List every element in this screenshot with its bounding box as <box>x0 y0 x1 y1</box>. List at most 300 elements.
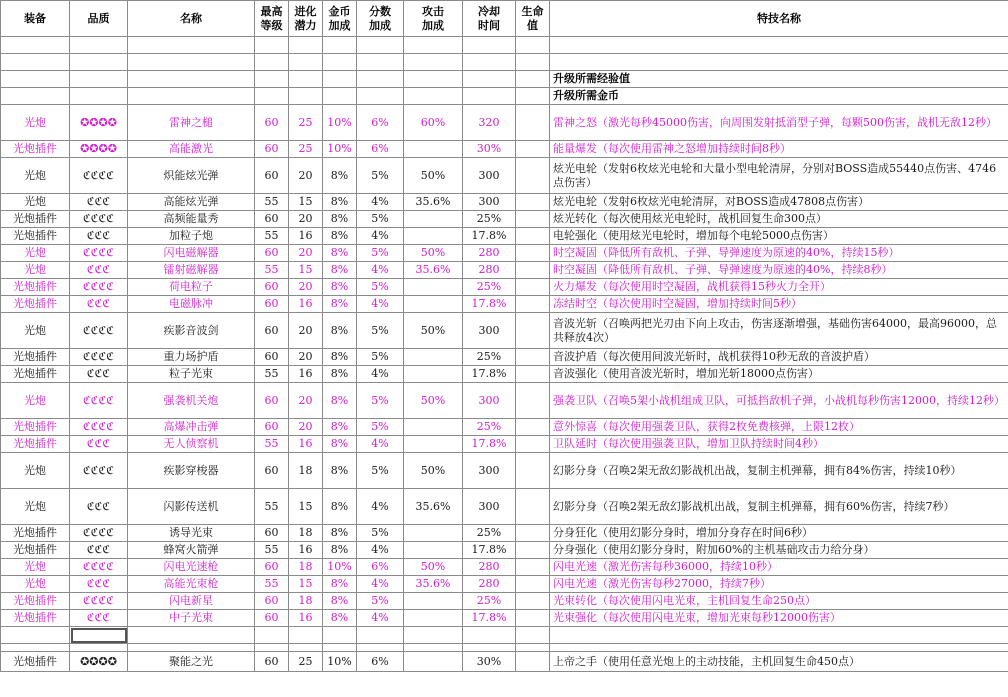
header-attack[interactable] <box>404 1 463 37</box>
name-cell[interactable]: 高能激光 <box>128 141 255 158</box>
max-level-cell[interactable]: 55 <box>255 576 289 593</box>
attack-bonus-cell[interactable] <box>404 610 463 627</box>
equip-cell[interactable]: 光炮 <box>1 313 70 349</box>
life-cell[interactable] <box>516 453 550 489</box>
score-bonus-cell[interactable]: 4% <box>357 576 404 593</box>
header-life[interactable] <box>516 1 550 37</box>
attack-bonus-cell[interactable]: 50% <box>404 158 463 194</box>
skill-cell[interactable]: 能量爆发（每次使用雷神之怒增加持续时间8秒） <box>550 141 1008 158</box>
empty-cell[interactable] <box>463 627 516 644</box>
empty-cell[interactable] <box>404 627 463 644</box>
name-cell[interactable]: 重力场护盾 <box>128 349 255 366</box>
max-level-cell[interactable]: 55 <box>255 542 289 559</box>
cooldown-cell[interactable]: 25% <box>463 279 516 296</box>
cooldown-cell[interactable]: 300 <box>463 313 516 349</box>
score-bonus-cell[interactable]: 5% <box>357 211 404 228</box>
gold-bonus-cell[interactable]: 8% <box>323 262 357 279</box>
score-bonus-cell[interactable]: 4% <box>357 542 404 559</box>
evolve-cell[interactable]: 16 <box>289 228 323 245</box>
skill-cell[interactable]: 分身狂化（使用幻影分身时，增加分身存在时间6秒） <box>550 525 1008 542</box>
life-cell[interactable] <box>516 610 550 627</box>
quality-cell[interactable]: ℭℭℭ <box>70 489 128 525</box>
gold-bonus-cell[interactable]: 10% <box>323 105 357 141</box>
quality-cell[interactable]: ℭℭℭ <box>70 366 128 383</box>
gold-bonus-cell[interactable]: 8% <box>323 419 357 436</box>
cooldown-cell[interactable]: 25% <box>463 593 516 610</box>
life-cell[interactable] <box>516 419 550 436</box>
name-cell[interactable]: 高频能量秀 <box>128 211 255 228</box>
attack-bonus-cell[interactable] <box>404 525 463 542</box>
skill-cell[interactable]: 炫光电轮（发射6枚炫光电轮和大量小型电轮清屏，分别对BOSS造成55440点伤害、4746点伤害） <box>550 158 1008 194</box>
quality-cell[interactable]: ℭℭℭ <box>70 262 128 279</box>
cooldown-cell[interactable]: 280 <box>463 576 516 593</box>
gold-bonus-cell[interactable]: 8% <box>323 296 357 313</box>
empty-cell[interactable] <box>128 627 255 644</box>
attack-bonus-cell[interactable]: 50% <box>404 453 463 489</box>
name-cell[interactable]: 闪电磁解器 <box>128 245 255 262</box>
equip-cell[interactable]: 光炮 <box>1 158 70 194</box>
max-level-cell[interactable]: 55 <box>255 262 289 279</box>
gold-bonus-cell[interactable]: 8% <box>323 366 357 383</box>
equip-cell[interactable]: 光炮 <box>1 559 70 576</box>
equip-cell[interactable]: 光炮插件 <box>1 419 70 436</box>
score-bonus-cell[interactable]: 4% <box>357 489 404 525</box>
evolve-cell[interactable]: 15 <box>289 262 323 279</box>
quality-cell[interactable]: ℭℭℭ <box>70 576 128 593</box>
attack-bonus-cell[interactable] <box>404 228 463 245</box>
score-bonus-cell[interactable]: 4% <box>357 436 404 453</box>
max-level-cell[interactable]: 60 <box>255 141 289 158</box>
empty-cell[interactable] <box>70 644 128 652</box>
max-level-cell[interactable]: 55 <box>255 489 289 525</box>
empty-cell[interactable] <box>128 644 255 652</box>
max-level-cell[interactable]: 60 <box>255 349 289 366</box>
skill-cell[interactable]: 意外惊喜（每次使用强袭卫队，获得2枚免费核弹，上限12枚） <box>550 419 1008 436</box>
evolve-cell[interactable]: 20 <box>289 158 323 194</box>
header-evolve[interactable] <box>289 1 323 37</box>
equip-cell[interactable]: 光炮插件 <box>1 141 70 158</box>
max-level-cell[interactable]: 55 <box>255 228 289 245</box>
name-cell[interactable]: 聚能之光 <box>128 652 255 672</box>
evolve-cell[interactable]: 15 <box>289 576 323 593</box>
cooldown-cell[interactable]: 320 <box>463 105 516 141</box>
quality-cell[interactable]: ℭℭℭℭ <box>70 525 128 542</box>
empty-cell[interactable] <box>357 627 404 644</box>
name-cell[interactable]: 蜂窝火箭弹 <box>128 542 255 559</box>
quality-cell[interactable]: ℭℭℭℭ <box>70 279 128 296</box>
skill-cell[interactable]: 分身强化（使用幻影分身时，附加60%的主机基础攻击力给分身） <box>550 542 1008 559</box>
empty-cell[interactable] <box>404 644 463 652</box>
evolve-cell[interactable]: 16 <box>289 296 323 313</box>
empty-cell[interactable] <box>323 644 357 652</box>
evolve-cell[interactable]: 18 <box>289 525 323 542</box>
equip-cell[interactable]: 光炮插件 <box>1 542 70 559</box>
gold-bonus-cell[interactable]: 8% <box>323 610 357 627</box>
empty-cell[interactable] <box>1 627 70 644</box>
evolve-cell[interactable]: 20 <box>289 349 323 366</box>
equip-cell[interactable]: 光炮插件 <box>1 593 70 610</box>
quality-cell[interactable]: ℭℭℭℭ <box>70 383 128 419</box>
max-level-cell[interactable]: 60 <box>255 158 289 194</box>
life-cell[interactable] <box>516 245 550 262</box>
quality-cell[interactable]: ✪✪✪✪ <box>70 652 128 672</box>
skill-cell[interactable]: 火力爆发（每次使用时空凝固，战机获得15秒火力全开） <box>550 279 1008 296</box>
quality-cell[interactable]: ℭℭℭ <box>70 436 128 453</box>
equip-cell[interactable]: 光炮插件 <box>1 211 70 228</box>
score-bonus-cell[interactable]: 4% <box>357 228 404 245</box>
gold-bonus-cell[interactable]: 10% <box>323 652 357 672</box>
score-bonus-cell[interactable]: 5% <box>357 383 404 419</box>
equip-cell[interactable]: 光炮插件 <box>1 610 70 627</box>
gold-bonus-cell[interactable]: 8% <box>323 349 357 366</box>
max-level-cell[interactable]: 60 <box>255 211 289 228</box>
max-level-cell[interactable]: 55 <box>255 436 289 453</box>
gold-bonus-cell[interactable]: 8% <box>323 576 357 593</box>
attack-bonus-cell[interactable]: 50% <box>404 383 463 419</box>
evolve-cell[interactable]: 18 <box>289 559 323 576</box>
attack-bonus-cell[interactable] <box>404 652 463 672</box>
skill-cell[interactable]: 炫光转化（每次使用炫光电轮时，战机回复生命300点） <box>550 211 1008 228</box>
max-level-cell[interactable]: 60 <box>255 593 289 610</box>
empty-cell[interactable] <box>550 644 1008 652</box>
equip-cell[interactable]: 光炮插件 <box>1 349 70 366</box>
quality-cell[interactable]: ℭℭℭℭ <box>70 313 128 349</box>
skill-cell[interactable]: 时空凝固（降低所有敌机、子弹、导弹速度为原速的40%，持续8秒） <box>550 262 1008 279</box>
life-cell[interactable] <box>516 559 550 576</box>
score-bonus-cell[interactable]: 4% <box>357 296 404 313</box>
header-equip[interactable]: 装备 <box>1 1 70 37</box>
life-cell[interactable] <box>516 262 550 279</box>
empty-cell[interactable] <box>255 644 289 652</box>
name-cell[interactable]: 强袭机关炮 <box>128 383 255 419</box>
life-cell[interactable] <box>516 349 550 366</box>
life-cell[interactable] <box>516 141 550 158</box>
equip-cell[interactable]: 光炮插件 <box>1 525 70 542</box>
skill-cell[interactable]: 闪电光速（激光伤害每秒27000，持续7秒） <box>550 576 1008 593</box>
attack-bonus-cell[interactable]: 35.6% <box>404 489 463 525</box>
skill-cell[interactable]: 强袭卫队（召唤5架小战机组成卫队，可抵挡敌机子弹，小战机每秒伤害12000，持续12秒） <box>550 383 1008 419</box>
gold-bonus-cell[interactable]: 8% <box>323 383 357 419</box>
evolve-cell[interactable]: 20 <box>289 245 323 262</box>
equip-cell[interactable]: 光炮 <box>1 194 70 211</box>
life-cell[interactable] <box>516 576 550 593</box>
quality-cell[interactable]: ℭℭℭℭ <box>70 349 128 366</box>
life-cell[interactable] <box>516 383 550 419</box>
max-level-cell[interactable]: 60 <box>255 559 289 576</box>
max-level-cell[interactable]: 60 <box>255 525 289 542</box>
equip-cell[interactable]: 光炮 <box>1 383 70 419</box>
attack-bonus-cell[interactable]: 35.6% <box>404 262 463 279</box>
attack-bonus-cell[interactable]: 60% <box>404 105 463 141</box>
header-quality[interactable]: 品质 <box>70 1 128 37</box>
evolve-cell[interactable]: 15 <box>289 194 323 211</box>
score-bonus-cell[interactable]: 4% <box>357 262 404 279</box>
cooldown-cell[interactable]: 300 <box>463 158 516 194</box>
empty-cell[interactable] <box>1 644 70 652</box>
gold-bonus-cell[interactable]: 10% <box>323 559 357 576</box>
quality-cell[interactable]: ℭℭℭℭ <box>70 453 128 489</box>
skill-cell[interactable]: 炫光电轮（发射6枚炫光电轮清屏，对BOSS造成47808点伤害） <box>550 194 1008 211</box>
gold-bonus-cell[interactable]: 8% <box>323 593 357 610</box>
gold-bonus-cell[interactable]: 8% <box>323 525 357 542</box>
name-cell[interactable]: 中子光束 <box>128 610 255 627</box>
equip-cell[interactable]: 光炮 <box>1 262 70 279</box>
life-cell[interactable] <box>516 279 550 296</box>
life-cell[interactable] <box>516 366 550 383</box>
cooldown-cell[interactable]: 280 <box>463 245 516 262</box>
max-level-cell[interactable]: 55 <box>255 366 289 383</box>
equip-cell[interactable]: 光炮 <box>1 453 70 489</box>
empty-cell[interactable] <box>550 627 1008 644</box>
attack-bonus-cell[interactable] <box>404 593 463 610</box>
name-cell[interactable]: 高能炫光弹 <box>128 194 255 211</box>
max-level-cell[interactable]: 60 <box>255 610 289 627</box>
score-bonus-cell[interactable]: 5% <box>357 158 404 194</box>
name-cell[interactable]: 电磁脉冲 <box>128 296 255 313</box>
score-bonus-cell[interactable]: 5% <box>357 245 404 262</box>
header-score[interactable] <box>357 1 404 37</box>
evolve-cell[interactable]: 18 <box>289 593 323 610</box>
empty-cell[interactable] <box>289 644 323 652</box>
name-cell[interactable]: 疾影穿梭器 <box>128 453 255 489</box>
gold-bonus-cell[interactable]: 8% <box>323 279 357 296</box>
evolve-cell[interactable]: 20 <box>289 383 323 419</box>
max-level-cell[interactable]: 60 <box>255 279 289 296</box>
evolve-cell[interactable]: 25 <box>289 105 323 141</box>
attack-bonus-cell[interactable] <box>404 279 463 296</box>
attack-bonus-cell[interactable] <box>404 436 463 453</box>
max-level-cell[interactable]: 60 <box>255 313 289 349</box>
empty-cell[interactable] <box>255 627 289 644</box>
score-bonus-cell[interactable]: 5% <box>357 453 404 489</box>
life-cell[interactable] <box>516 489 550 525</box>
quality-cell[interactable]: ℭℭℭ <box>70 610 128 627</box>
name-cell[interactable]: 镭射磁解器 <box>128 262 255 279</box>
life-cell[interactable] <box>516 105 550 141</box>
cooldown-cell[interactable]: 280 <box>463 262 516 279</box>
score-bonus-cell[interactable]: 6% <box>357 105 404 141</box>
life-cell[interactable] <box>516 296 550 313</box>
header-name[interactable]: 名称 <box>128 1 255 37</box>
skill-cell[interactable]: 卫队延时（每次使用强袭卫队，增加卫队持续时间4秒） <box>550 436 1008 453</box>
evolve-cell[interactable]: 25 <box>289 141 323 158</box>
cooldown-cell[interactable]: 17.8% <box>463 296 516 313</box>
score-bonus-cell[interactable]: 5% <box>357 525 404 542</box>
score-bonus-cell[interactable]: 5% <box>357 313 404 349</box>
score-bonus-cell[interactable]: 6% <box>357 559 404 576</box>
attack-bonus-cell[interactable] <box>404 141 463 158</box>
max-level-cell[interactable]: 60 <box>255 419 289 436</box>
attack-bonus-cell[interactable]: 50% <box>404 245 463 262</box>
name-cell[interactable]: 无人侦察机 <box>128 436 255 453</box>
quality-cell[interactable]: ℭℭℭℭ <box>70 593 128 610</box>
cooldown-cell[interactable]: 300 <box>463 194 516 211</box>
life-cell[interactable] <box>516 313 550 349</box>
equip-cell[interactable]: 光炮插件 <box>1 366 70 383</box>
header-skill[interactable]: 特技名称 <box>550 1 1008 37</box>
life-cell[interactable] <box>516 542 550 559</box>
quality-cell[interactable]: ✪✪✪✪ <box>70 141 128 158</box>
cooldown-cell[interactable]: 30% <box>463 141 516 158</box>
evolve-cell[interactable]: 16 <box>289 366 323 383</box>
attack-bonus-cell[interactable] <box>404 419 463 436</box>
skill-cell[interactable]: 闪电光速（激光伤害每秒36000，持续10秒） <box>550 559 1008 576</box>
score-bonus-cell[interactable]: 6% <box>357 141 404 158</box>
score-bonus-cell[interactable]: 4% <box>357 366 404 383</box>
skill-cell[interactable]: 光束转化（每次使用闪电光束，主机回复生命250点） <box>550 593 1008 610</box>
empty-cell[interactable] <box>463 644 516 652</box>
attack-bonus-cell[interactable] <box>404 366 463 383</box>
quality-cell[interactable]: ℭℭℭℭ <box>70 419 128 436</box>
skill-cell[interactable]: 上帝之手（使用任意光炮上的主动技能，主机回复生命450点） <box>550 652 1008 672</box>
name-cell[interactable]: 加粒子炮 <box>128 228 255 245</box>
empty-cell[interactable] <box>516 644 550 652</box>
attack-bonus-cell[interactable]: 35.6% <box>404 576 463 593</box>
quality-cell[interactable]: ℭℭℭℭ <box>70 559 128 576</box>
quality-cell[interactable]: ℭℭℭℭ <box>70 158 128 194</box>
gold-bonus-cell[interactable]: 8% <box>323 228 357 245</box>
name-cell[interactable]: 闪影传送机 <box>128 489 255 525</box>
header-cooldown[interactable] <box>463 1 516 37</box>
attack-bonus-cell[interactable]: 50% <box>404 559 463 576</box>
quality-cell[interactable]: ℭℭℭ <box>70 542 128 559</box>
equip-cell[interactable]: 光炮 <box>1 576 70 593</box>
score-bonus-cell[interactable]: 5% <box>357 279 404 296</box>
max-level-cell[interactable]: 60 <box>255 245 289 262</box>
life-cell[interactable] <box>516 593 550 610</box>
skill-cell[interactable]: 音波强化（使用音波光斩时，增加光斩18000点伤害） <box>550 366 1008 383</box>
cooldown-cell[interactable]: 25% <box>463 419 516 436</box>
name-cell[interactable]: 疾影音波剑 <box>128 313 255 349</box>
cooldown-cell[interactable]: 25% <box>463 349 516 366</box>
life-cell[interactable] <box>516 228 550 245</box>
gold-bonus-cell[interactable]: 8% <box>323 453 357 489</box>
max-level-cell[interactable]: 60 <box>255 105 289 141</box>
cooldown-cell[interactable]: 17.8% <box>463 436 516 453</box>
cooldown-cell[interactable]: 17.8% <box>463 542 516 559</box>
name-cell[interactable]: 雷神之槌 <box>128 105 255 141</box>
equip-cell[interactable]: 光炮插件 <box>1 436 70 453</box>
name-cell[interactable]: 荷电粒子 <box>128 279 255 296</box>
evolve-cell[interactable]: 15 <box>289 489 323 525</box>
score-bonus-cell[interactable]: 5% <box>357 349 404 366</box>
empty-cell[interactable] <box>323 627 357 644</box>
cooldown-cell[interactable]: 17.8% <box>463 228 516 245</box>
equip-cell[interactable]: 光炮 <box>1 245 70 262</box>
life-cell[interactable] <box>516 194 550 211</box>
equip-cell[interactable]: 光炮插件 <box>1 296 70 313</box>
score-bonus-cell[interactable]: 5% <box>357 419 404 436</box>
evolve-cell[interactable]: 16 <box>289 436 323 453</box>
gold-bonus-cell[interactable]: 8% <box>323 489 357 525</box>
cooldown-cell[interactable]: 280 <box>463 559 516 576</box>
skill-cell[interactable]: 雷神之怒（激光每秒45000伤害，向周围发射抵消型子弹，每颗500伤害，战机无敌12秒） <box>550 105 1008 141</box>
attack-bonus-cell[interactable] <box>404 349 463 366</box>
name-cell[interactable]: 闪电光速枪 <box>128 559 255 576</box>
name-cell[interactable]: 炽能炫光弹 <box>128 158 255 194</box>
score-bonus-cell[interactable]: 5% <box>357 593 404 610</box>
empty-cell[interactable] <box>516 627 550 644</box>
max-level-cell[interactable]: 60 <box>255 383 289 419</box>
gold-bonus-cell[interactable]: 8% <box>323 158 357 194</box>
header-max-level[interactable] <box>255 1 289 37</box>
evolve-cell[interactable]: 20 <box>289 313 323 349</box>
skill-cell[interactable]: 幻影分身（召唤2架无敌幻影战机出战，复制主机弹幕，拥有60%伤害，持续7秒） <box>550 489 1008 525</box>
empty-cell[interactable] <box>289 627 323 644</box>
skill-cell[interactable]: 幻影分身（召唤2架无敌幻影战机出战，复制主机弹幕，拥有84%伤害，持续10秒） <box>550 453 1008 489</box>
cooldown-cell[interactable]: 25% <box>463 211 516 228</box>
attack-bonus-cell[interactable]: 50% <box>404 313 463 349</box>
max-level-cell[interactable]: 60 <box>255 652 289 672</box>
equip-cell[interactable]: 光炮插件 <box>1 652 70 672</box>
max-level-cell[interactable]: 60 <box>255 296 289 313</box>
evolve-cell[interactable]: 18 <box>289 453 323 489</box>
cooldown-cell[interactable]: 17.8% <box>463 610 516 627</box>
score-bonus-cell[interactable]: 6% <box>357 652 404 672</box>
skill-cell[interactable]: 光束强化（每次使用闪电光束，增加光束每秒12000伤害） <box>550 610 1008 627</box>
quality-cell[interactable]: ℭℭℭℭ <box>70 211 128 228</box>
skill-cell[interactable]: 电轮强化（使用炫光电轮时，增加每个电轮5000点伤害） <box>550 228 1008 245</box>
life-cell[interactable] <box>516 158 550 194</box>
skill-cell[interactable]: 冻结时空（每次使用时空凝固，增加持续时间5秒） <box>550 296 1008 313</box>
cooldown-cell[interactable]: 17.8% <box>463 366 516 383</box>
attack-bonus-cell[interactable]: 35.6% <box>404 194 463 211</box>
attack-bonus-cell[interactable] <box>404 296 463 313</box>
cooldown-cell[interactable]: 300 <box>463 489 516 525</box>
quality-cell[interactable]: ℭℭℭ <box>70 194 128 211</box>
score-bonus-cell[interactable]: 4% <box>357 194 404 211</box>
selected-cell[interactable] <box>70 627 128 644</box>
gold-label[interactable]: 升级所需金币 <box>550 88 1008 105</box>
gold-bonus-cell[interactable]: 8% <box>323 542 357 559</box>
max-level-cell[interactable]: 55 <box>255 194 289 211</box>
life-cell[interactable] <box>516 436 550 453</box>
quality-cell[interactable]: ℭℭℭ <box>70 296 128 313</box>
max-level-cell[interactable]: 60 <box>255 453 289 489</box>
gold-bonus-cell[interactable]: 8% <box>323 245 357 262</box>
cooldown-cell[interactable]: 300 <box>463 453 516 489</box>
evolve-cell[interactable]: 25 <box>289 652 323 672</box>
life-cell[interactable] <box>516 211 550 228</box>
header-gold[interactable] <box>323 1 357 37</box>
evolve-cell[interactable]: 16 <box>289 542 323 559</box>
attack-bonus-cell[interactable] <box>404 542 463 559</box>
gold-bonus-cell[interactable]: 10% <box>323 141 357 158</box>
name-cell[interactable]: 高爆冲击弹 <box>128 419 255 436</box>
equip-cell[interactable]: 光炮插件 <box>1 228 70 245</box>
life-cell[interactable] <box>516 652 550 672</box>
quality-cell[interactable]: ℭℭℭ <box>70 228 128 245</box>
skill-cell[interactable]: 时空凝固（降低所有敌机、子弹、导弹速度为原速的40%，持续15秒） <box>550 245 1008 262</box>
gold-bonus-cell[interactable]: 8% <box>323 211 357 228</box>
cooldown-cell[interactable]: 25% <box>463 525 516 542</box>
quality-cell[interactable]: ℭℭℭℭ <box>70 245 128 262</box>
skill-cell[interactable]: 音波光斩（召唤两把光刃由下向上攻击，伤害逐渐增强，基础伤害64000，最高96000，总共释放4次） <box>550 313 1008 349</box>
cooldown-cell[interactable]: 300 <box>463 383 516 419</box>
equip-cell[interactable]: 光炮 <box>1 105 70 141</box>
name-cell[interactable]: 闪电新星 <box>128 593 255 610</box>
evolve-cell[interactable]: 20 <box>289 211 323 228</box>
xp-label[interactable]: 升级所需经验值 <box>550 71 1008 88</box>
name-cell[interactable]: 诱导光束 <box>128 525 255 542</box>
equip-cell[interactable]: 光炮插件 <box>1 279 70 296</box>
score-bonus-cell[interactable]: 4% <box>357 610 404 627</box>
evolve-cell[interactable]: 20 <box>289 279 323 296</box>
gold-bonus-cell[interactable]: 8% <box>323 194 357 211</box>
name-cell[interactable]: 高能光束枪 <box>128 576 255 593</box>
cooldown-cell[interactable]: 30% <box>463 652 516 672</box>
quality-cell[interactable]: ✪✪✪✪ <box>70 105 128 141</box>
